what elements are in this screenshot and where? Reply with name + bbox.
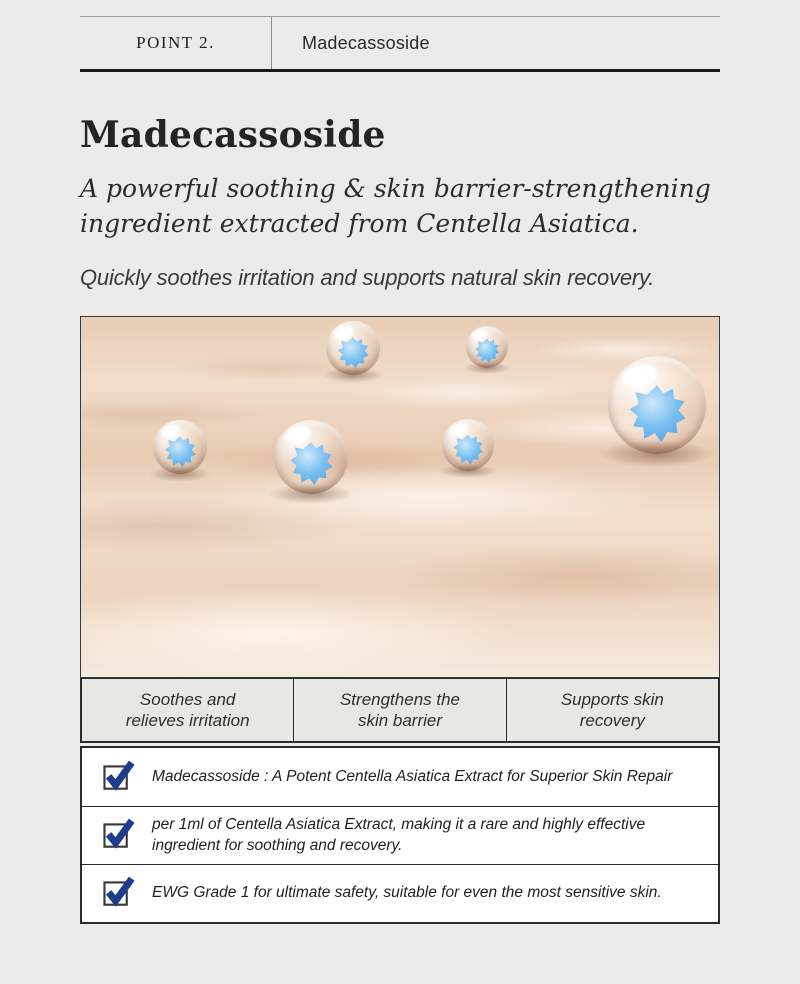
blue-crystal (453, 435, 483, 465)
blue-crystal (337, 337, 368, 368)
blue-crystal (629, 385, 686, 442)
sphere-shadow (438, 464, 498, 479)
sub-description: Quickly soothes irritation and supports natural skin recovery. (80, 265, 655, 290)
sphere-glint (619, 360, 659, 390)
point-label: POINT 2. (80, 17, 272, 69)
sphere-glint (471, 328, 488, 341)
checklist-item (82, 864, 718, 922)
madecassoside-sphere (274, 420, 348, 494)
checklist (80, 746, 720, 924)
sphere-shadow (149, 466, 212, 481)
blue-crystal (290, 442, 333, 485)
madecassoside-sphere (442, 419, 494, 471)
benefit-recovery: Supports skin recovery (506, 679, 718, 741)
benefits-row (80, 677, 720, 743)
header-product-name: Madecassoside (302, 32, 430, 53)
checklist-text: per 1ml of Centella Asiatica Extract, making it a rare and highly effective ingredient for soothing and recovery. (152, 816, 646, 854)
blue-crystal (164, 436, 195, 467)
madecassoside-sphere (466, 326, 508, 368)
sphere-glint (448, 421, 469, 437)
madecassoside-sphere (153, 420, 207, 474)
page-title: Madecassoside (80, 114, 386, 156)
sphere-glint (283, 423, 313, 446)
sphere-shadow (322, 367, 385, 382)
checkbox-checked-icon (102, 875, 135, 908)
checkbox-checked-icon (102, 759, 135, 792)
madecassoside-sphere (326, 321, 380, 375)
sphere-glint (332, 323, 354, 340)
checklist-item (82, 748, 718, 806)
point-header (80, 16, 720, 72)
benefit-barrier: Strengthens the skin barrier (293, 679, 505, 741)
checklist-text: EWG Grade 1 for ultimate safety, suitable for even the most sensitive skin. (152, 884, 662, 902)
product-info-page (80, 0, 720, 924)
benefit-soothing: Soothes and relieves irritation (125, 689, 250, 730)
checkbox-checked-icon (102, 817, 135, 850)
madecassoside-sphere (608, 356, 706, 454)
lead-description: A powerful soothing & skin barrier-strengthening ingredient extracted from Centella Asiatica. (80, 174, 711, 238)
sphere-shadow (268, 484, 354, 505)
checklist-item (82, 806, 718, 864)
sphere-shadow (600, 440, 714, 467)
skin-surface-illustration (80, 316, 720, 678)
blue-crystal (475, 339, 499, 363)
checklist-text: Madecassoside : A Potent Centella Asiatica Extract for Superior Skin Repair (152, 767, 673, 785)
sphere-shadow (463, 362, 512, 374)
sphere-glint (159, 422, 181, 439)
